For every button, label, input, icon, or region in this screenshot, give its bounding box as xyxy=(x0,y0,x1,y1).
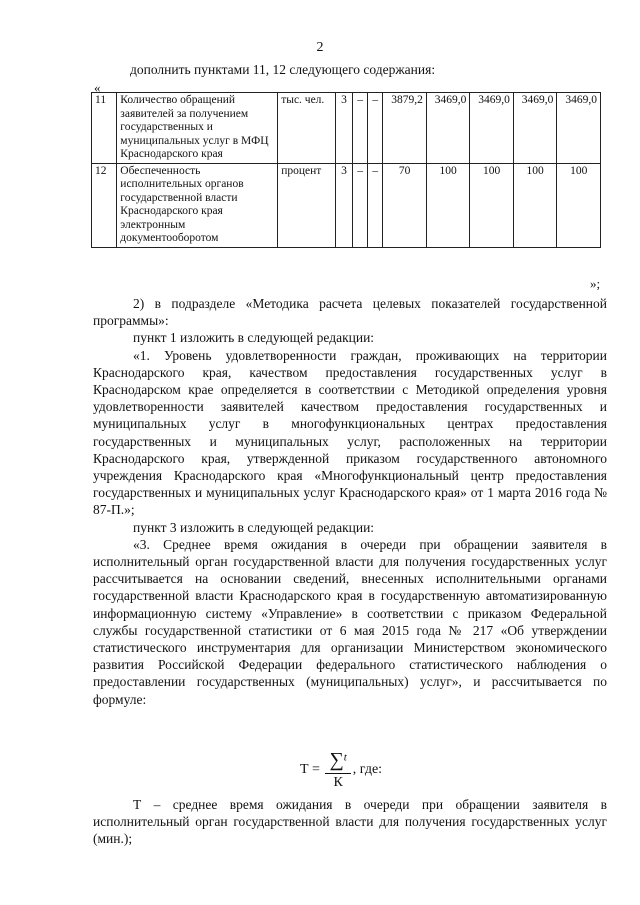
row-name: Обеспеченность исполнительных органов государственной власти Краснодарского края электронным документооборотом xyxy=(117,163,278,247)
row-value: 100 xyxy=(557,163,601,247)
row-value: 3879,2 xyxy=(383,93,427,164)
intro-text: дополнить пунктами 11, 12 следующего содержания: xyxy=(130,62,436,77)
formula xyxy=(300,749,382,791)
paragraph: «1. Уровень удовлетворенности граждан, проживающих на территории Краснодарского края, качеством предоставления государственных услуг в Краснодарском крае определяется в соответствии с Методикой определения уровня удовлетворенности заявителей качеством предоставления государственных и муниципальных услуг в многофункциональных центрах предоставления государственных и муниципальных услуг, расположенных на территории Краснодарского края, утвержденной приказом государственного автономного учреждения Краснодарского края «Многофункциональный центр предоставления государственных и муниципальных услуг Краснодарского края» от 1 марта 2016 года № 87-П.»; xyxy=(93,347,607,518)
paragraph: пункт 1 изложить в следующей редакции: xyxy=(133,330,375,346)
row-value: 3469,0 xyxy=(513,93,557,164)
row-value: 100 xyxy=(426,163,470,247)
row-unit: процент xyxy=(278,163,336,247)
table-row xyxy=(92,163,601,247)
quote-close: »; xyxy=(590,276,601,291)
sum-symbol: ∑ xyxy=(329,749,344,771)
paragraph: «3. Среднее время ожидания в очереди при обращении заявителя в исполнительный орган государственной власти для получения государственных услуг рассчитывается на основании сведений, внесенных исполнительными органами государственной власти Краснодарского края в государственную автоматизированную информационную систему «Управление» в соответствии с приказом Федеральной службы государственной статистики от 6 мая 2015 года № 217 «Об утверждении статистического инструментария для организации Министерством экономического развития Российской Федерации федерального статистического наблюдения о предоставлении государственных (муниципальных) услуг», и рассчитывается по формуле: xyxy=(93,536,607,707)
row-unit: тыс. чел. xyxy=(278,93,336,164)
indicators-table xyxy=(91,92,601,248)
row-status: 3 xyxy=(335,93,352,164)
page-number: 2 xyxy=(316,40,324,55)
row-value: 70 xyxy=(383,163,427,247)
table-row xyxy=(92,93,601,164)
formula-lhs: Т = xyxy=(300,762,320,778)
paragraph: пункт 3 изложить в следующей редакции: xyxy=(133,519,375,535)
row-value: 3469,0 xyxy=(426,93,470,164)
row-number: 12 xyxy=(92,163,117,247)
row-dash: – xyxy=(368,93,383,164)
row-dash: – xyxy=(353,93,368,164)
row-name: Количество обращений заявителей за получением государственных и муниципальных услуг в МФЦ Краснодарского края xyxy=(117,93,278,164)
formula-variable: t xyxy=(343,751,347,764)
formula-suffix: , где: xyxy=(352,762,383,778)
formula-denominator: К xyxy=(333,775,343,790)
body-text-upper xyxy=(93,295,607,708)
formula-fraction xyxy=(325,749,350,791)
row-status: 3 xyxy=(335,163,352,247)
row-dash: – xyxy=(353,163,368,247)
row-value: 100 xyxy=(470,163,514,247)
body-text-lower xyxy=(93,796,607,848)
quote-open: « xyxy=(94,80,101,95)
row-dash: – xyxy=(368,163,383,247)
paragraph: 2) в подразделе «Методика расчета целевых показателей государственной программы»: xyxy=(93,296,607,329)
row-value: 3469,0 xyxy=(557,93,601,164)
row-value: 100 xyxy=(513,163,557,247)
row-number: 11 xyxy=(92,93,117,164)
definition-paragraph: Т – среднее время ожидания в очереди при обращении заявителя в исполнительный орган государственной власти для получения государственных услуг (мин.); xyxy=(93,797,607,847)
row-value: 3469,0 xyxy=(470,93,514,164)
